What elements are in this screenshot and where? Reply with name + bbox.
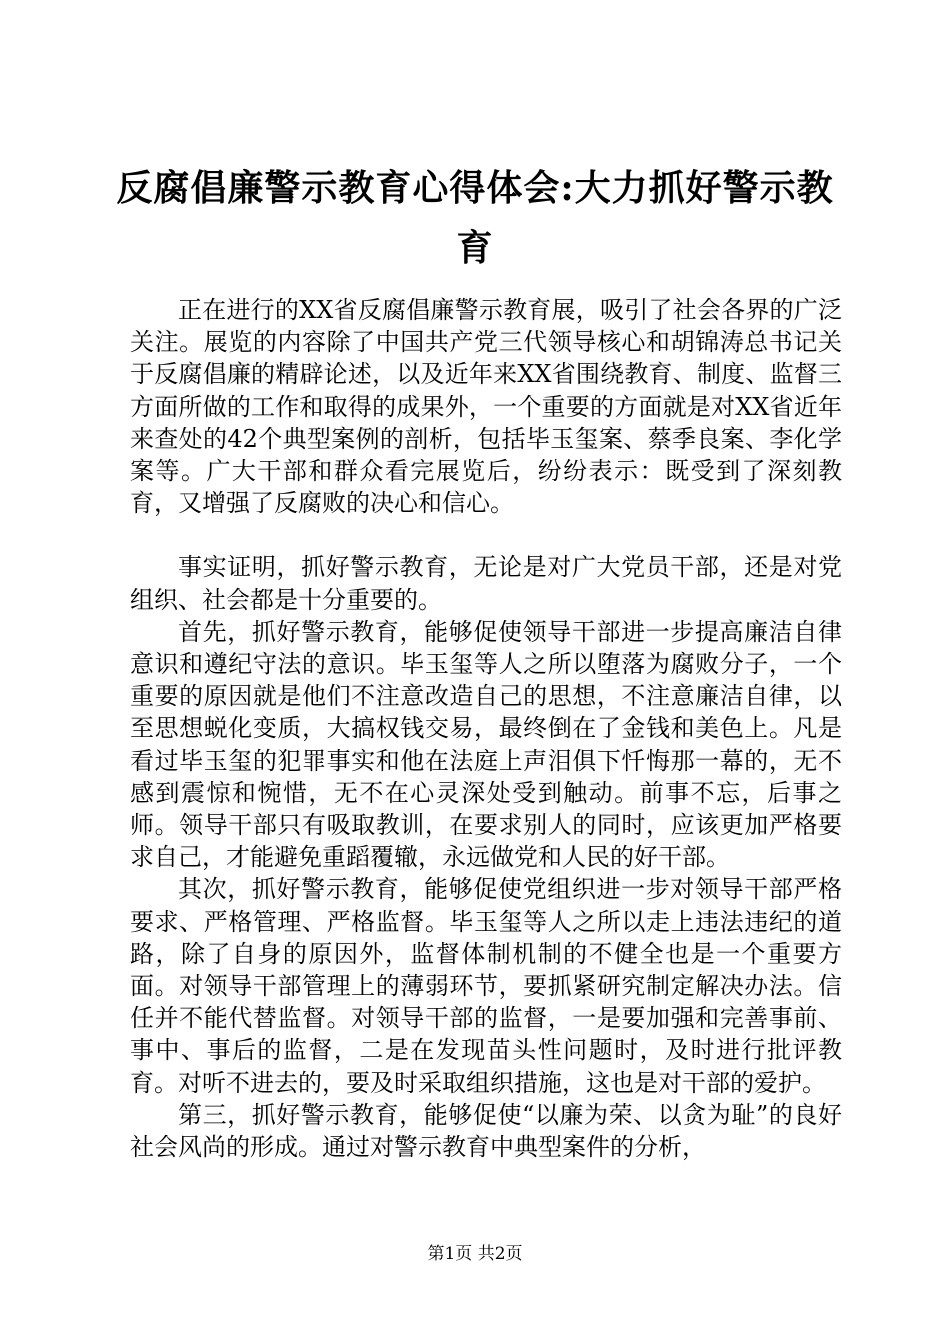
document-body [130, 294, 842, 1163]
document-title: 反腐倡廉警示教育心得体会:大力抓好警示教育 [116, 167, 834, 269]
paragraph-summary: 事实证明，抓好警示教育，无论是对广大党员干部，还是对党组织、社会都是十分重要的。 [130, 553, 842, 614]
paragraph-second-point: 其次，抓好警示教育，能够促使党组织进一步对领导干部严格要求、严格管理、严格监督。毕玉玺等人之所以走上违法违纪的道路，除了自身的原因外，监督体制机制的不健全也是一个重要方面。对领导干部管理上的薄弱环节，要抓紧研究制定解决办法。信任并不能代替监督。对领导干部的监督，一是要加强和完善事前、事中、事后的监督，二是在发现苗头性问题时，及时进行批评教育。对听不进去的，要及时采取组织措施，这也是对干部的爱护。 [130, 875, 842, 1097]
paragraph-intro: 正在进行的XX省反腐倡廉警示教育展，吸引了社会各界的广泛关注。展览的内容除了中国共产党三代领导核心和胡锦涛总书记关于反腐倡廉的精辟论述，以及近年来XX省围绕教育、制度、监督三方面所做的工作和取得的成果外，一个重要的方面就是对XX省近年来查处的42个典型案例的剖析，包括毕玉玺案、蔡季良案、李化学案等。广大干部和群众看完展览后，纷纷表示：既受到了深刻教育，又增强了反腐败的决心和信心。 [130, 296, 842, 518]
paragraph-third-point: 第三，抓好警示教育，能够促使“以廉为荣、以贪为耻”的良好社会风尚的形成。通过对警示教育中典型案件的分析， [130, 1100, 842, 1162]
page-number-footer: 第1页 共2页 [427, 1244, 523, 1264]
paragraph-first-point: 首先，抓好警示教育，能够促使领导干部进一步提高廉洁自律意识和遵纪守法的意识。毕玉玺等人之所以堕落为腐败分子，一个重要的原因就是他们不注意改造自己的思想，不注意廉洁自律，以至思想蜕化变质，大搞权钱交易，最终倒在了金钱和美色上。凡是看过毕玉玺的犯罪事实和他在法庭上声泪俱下忏悔那一幕的，无不感到震惊和惋惜，无不在心灵深处受到触动。前事不忘，后事之师。领导干部只有吸取教训，在要求别人的同时，应该更加严格要求自己，才能避免重蹈覆辙，永远做党和人民的好干部。 [130, 617, 842, 872]
